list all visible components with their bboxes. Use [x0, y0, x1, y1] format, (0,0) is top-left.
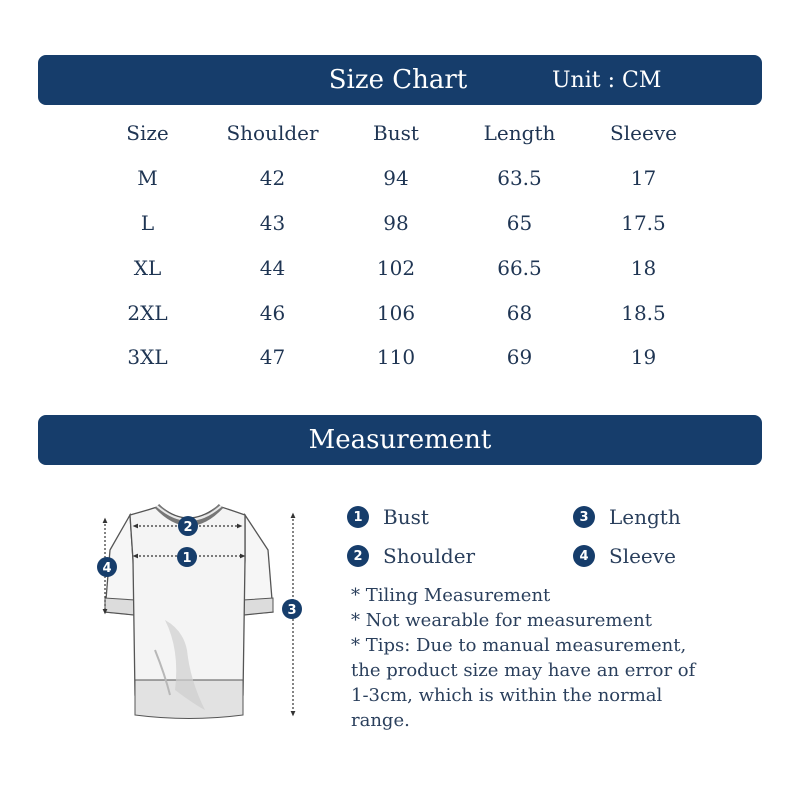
- legend-item-shoulder: [347, 544, 475, 568]
- table-cell: 17.5: [621, 210, 666, 235]
- table-cell: 63.5: [497, 166, 542, 191]
- svg-text:2: 2: [183, 520, 193, 535]
- table-cell: 17: [630, 166, 657, 191]
- table-cell: 2XL: [127, 300, 168, 325]
- table-cell: 98: [383, 210, 409, 235]
- table-cell: 68: [506, 300, 533, 325]
- note-line: * Tiling Measurement: [351, 585, 551, 606]
- legend-item-bust: [347, 505, 429, 529]
- legend-label: Length: [609, 505, 681, 529]
- table-cell: M: [137, 166, 158, 191]
- note-line: 1-3cm, which is within the normal: [351, 685, 663, 706]
- table-cell: 66.5: [497, 255, 542, 280]
- svg-text:1: 1: [182, 551, 192, 566]
- numbered-circle-icon: 1: [347, 506, 369, 528]
- note-line: range.: [351, 710, 410, 731]
- table-cell: 18.5: [621, 300, 666, 325]
- column-header-length: Length: [483, 121, 556, 146]
- column-header-shoulder: Shoulder: [226, 121, 319, 146]
- table-cell: 102: [376, 255, 416, 280]
- column-header-size: Size: [126, 121, 169, 146]
- unit-label: Unit : CM: [552, 68, 662, 93]
- table-cell: 69: [506, 345, 533, 370]
- t-shirt-diagram-icon: [95, 500, 310, 725]
- table-cell: 19: [630, 345, 657, 370]
- table-cell: L: [140, 210, 155, 235]
- measurement-notes: [351, 583, 751, 733]
- numbered-circle-icon: 4: [573, 545, 595, 567]
- svg-text:4: 4: [102, 561, 112, 576]
- table-cell: 106: [376, 300, 416, 325]
- size-chart-header: [38, 55, 762, 105]
- table-cell: XL: [133, 255, 162, 280]
- legend-item-length: [573, 505, 681, 529]
- table-row: [85, 335, 705, 380]
- note-line: * Tips: Due to manual measurement,: [351, 635, 687, 656]
- table-cell: 110: [376, 345, 416, 370]
- table-cell: 65: [506, 210, 533, 235]
- measurement-header: [38, 415, 762, 465]
- table-header-row: [85, 111, 705, 156]
- legend-label: Bust: [383, 505, 429, 529]
- column-header-sleeve: Sleeve: [610, 121, 677, 146]
- column-header-bust: Bust: [373, 121, 419, 146]
- table-row: [85, 245, 705, 290]
- legend-label: Shoulder: [383, 544, 476, 568]
- table-row: [85, 201, 705, 246]
- table-cell: 3XL: [127, 345, 168, 370]
- table-row: [85, 290, 705, 335]
- table-cell: 43: [259, 210, 286, 235]
- numbered-circle-icon: 3: [573, 506, 595, 528]
- note-line: * Not wearable for measurement: [351, 610, 652, 631]
- table-cell: 47: [259, 345, 286, 370]
- table-cell: 42: [259, 166, 286, 191]
- legend-label: Sleeve: [609, 544, 676, 568]
- svg-text:3: 3: [287, 603, 297, 618]
- table-cell: 44: [259, 255, 286, 280]
- legend-item-sleeve: [573, 544, 676, 568]
- size-chart-title: Size Chart: [328, 65, 468, 95]
- measurement-title: Measurement: [308, 425, 492, 455]
- size-table: [85, 111, 705, 380]
- table-row: [85, 156, 705, 201]
- table-cell: 94: [383, 166, 409, 191]
- table-cell: 18: [630, 255, 657, 280]
- note-line: the product size may have an error of: [351, 660, 696, 681]
- numbered-circle-icon: 2: [347, 545, 369, 567]
- table-cell: 46: [259, 300, 286, 325]
